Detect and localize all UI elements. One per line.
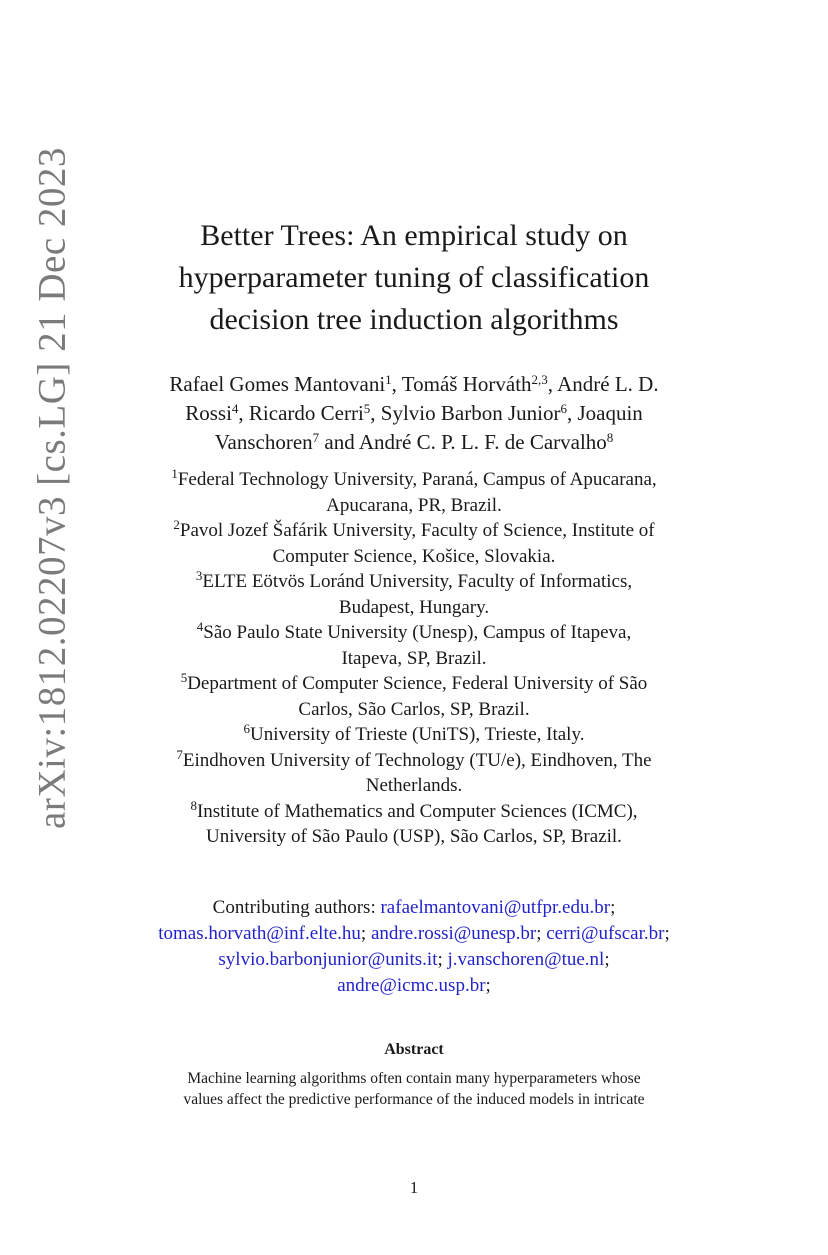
page-number: 1	[409, 1178, 419, 1197]
separator: ;	[664, 923, 670, 944]
author-name: and André C. P. L. F. de Carvalho	[319, 430, 607, 454]
affiliation-text: Carlos, São Carlos, SP, Brazil.	[298, 698, 530, 720]
author-name: , Sylvio Barbon Junior	[370, 401, 561, 425]
separator: ;	[604, 949, 610, 970]
affiliation-marker: 1	[171, 466, 178, 481]
author-name: , André L. D.	[547, 372, 659, 396]
email-link[interactable]: andre.rossi@unesp.br	[370, 923, 537, 944]
affiliation-3	[0, 569, 828, 620]
title-line: Better Trees: An empirical study on	[200, 219, 628, 252]
email-link[interactable]: tomas.horvath@inf.elte.hu	[158, 923, 361, 944]
separator: ;	[610, 897, 616, 918]
affiliation-text: Budapest, Hungary.	[338, 596, 490, 618]
separator: ;	[360, 923, 367, 944]
affiliation-text: Apucarana, PR, Brazil.	[326, 494, 502, 516]
abstract-heading: Abstract	[384, 1041, 444, 1058]
email-link[interactable]: sylvio.barbonjunior@units.it	[218, 949, 438, 970]
author-name: , Joaquin	[566, 401, 643, 425]
affiliation-text: Netherlands.	[365, 775, 463, 796]
email-link[interactable]: andre@icmc.usp.br	[337, 975, 486, 996]
author-line	[0, 399, 828, 428]
author-line	[0, 370, 828, 399]
author-name: , Tomáš Horváth	[391, 372, 532, 396]
affiliation-list	[0, 467, 828, 850]
email-link[interactable]: j.vanschoren@tue.nl	[447, 949, 605, 970]
contrib-label: Contributing authors:	[212, 897, 381, 918]
affiliation-6	[0, 722, 828, 748]
affiliation-marker: 1	[385, 372, 392, 387]
author-name: , Ricardo Cerri	[238, 401, 364, 425]
affiliation-marker: 6	[243, 721, 251, 736]
affiliation-text: Federal Technology University, Paraná, Campus of Apucarana,	[177, 469, 657, 490]
affiliation-5	[0, 671, 828, 722]
affiliation-marker: 8	[190, 797, 197, 813]
title-line: hyperparameter tuning of classification	[178, 261, 650, 294]
affiliation-text: Pavol Jozef Šafárik University, Faculty of Science, Institute of	[179, 520, 655, 541]
affiliation-8	[0, 799, 828, 850]
email-link[interactable]: cerri@ufscar.br	[546, 923, 665, 944]
affiliation-text: Institute of Mathematics and Computer Sciences (ICMC),	[196, 800, 638, 822]
separator: ;	[536, 923, 542, 944]
separator: ;	[485, 975, 491, 996]
affiliation-marker: 7	[176, 746, 183, 762]
contrib-line	[0, 973, 828, 999]
affiliation-text: Computer Science, Košice, Slovakia.	[272, 545, 556, 567]
affiliation-marker: 4	[231, 401, 239, 416]
affiliation-4	[0, 620, 828, 671]
arxiv-identifier: arXiv:1812.02207v3 [cs.LG] 21 Dec 2023	[30, 147, 74, 829]
affiliation-text: University of São Paulo (USP), São Carlos, SP, Brazil.	[206, 826, 622, 847]
affiliation-text: University of Trieste (UniTS), Trieste, Italy.	[250, 724, 585, 745]
affiliation-7	[0, 748, 828, 799]
affiliation-text: Eindhoven University of Technology (TU/e), Eindhoven, The	[182, 749, 652, 771]
affiliation-marker: 2,3	[531, 372, 548, 387]
title-line: decision tree induction algorithms	[209, 303, 619, 336]
affiliation-text: Itapeva, SP, Brazil.	[341, 647, 487, 669]
affiliation-text: Department of Computer Science, Federal University of São	[187, 673, 648, 694]
affiliation-marker: 4	[196, 619, 204, 634]
affiliation-text: São Paulo State University (Unesp), Campus of Itapeva,	[203, 622, 632, 643]
abstract-text	[0, 1068, 828, 1110]
affiliation-marker: 7	[312, 430, 320, 445]
affiliation-marker: 3	[195, 568, 203, 583]
author-name: Vanschoren	[214, 430, 313, 454]
contrib-line	[0, 895, 828, 921]
author-name: Rossi	[185, 401, 232, 425]
affiliation-marker: 5	[180, 670, 188, 685]
author-line	[0, 428, 828, 457]
contrib-line	[0, 921, 828, 947]
separator: ;	[437, 949, 443, 970]
abstract-line: values affect the predictive performance of the induced models in intricate	[183, 1091, 645, 1108]
paper-title	[0, 215, 828, 341]
affiliation-marker: 6	[560, 401, 567, 416]
email-link[interactable]: rafaelmantovani@utfpr.edu.br	[380, 897, 611, 918]
contributing-authors	[0, 895, 828, 999]
abstract-line: Machine learning algorithms often contain many hyperparameters whose	[187, 1070, 641, 1087]
author-name: Rafael Gomes Mantovani	[169, 372, 386, 396]
affiliation-text: ELTE Eötvös Loránd University, Faculty of Informatics,	[202, 571, 633, 592]
affiliation-1	[0, 467, 828, 518]
affiliation-marker: 2	[173, 517, 180, 532]
affiliation-marker: 8	[606, 430, 614, 445]
affiliation-marker: 5	[363, 401, 371, 416]
contrib-line	[0, 947, 828, 973]
affiliation-2	[0, 518, 828, 569]
author-list	[0, 370, 828, 457]
